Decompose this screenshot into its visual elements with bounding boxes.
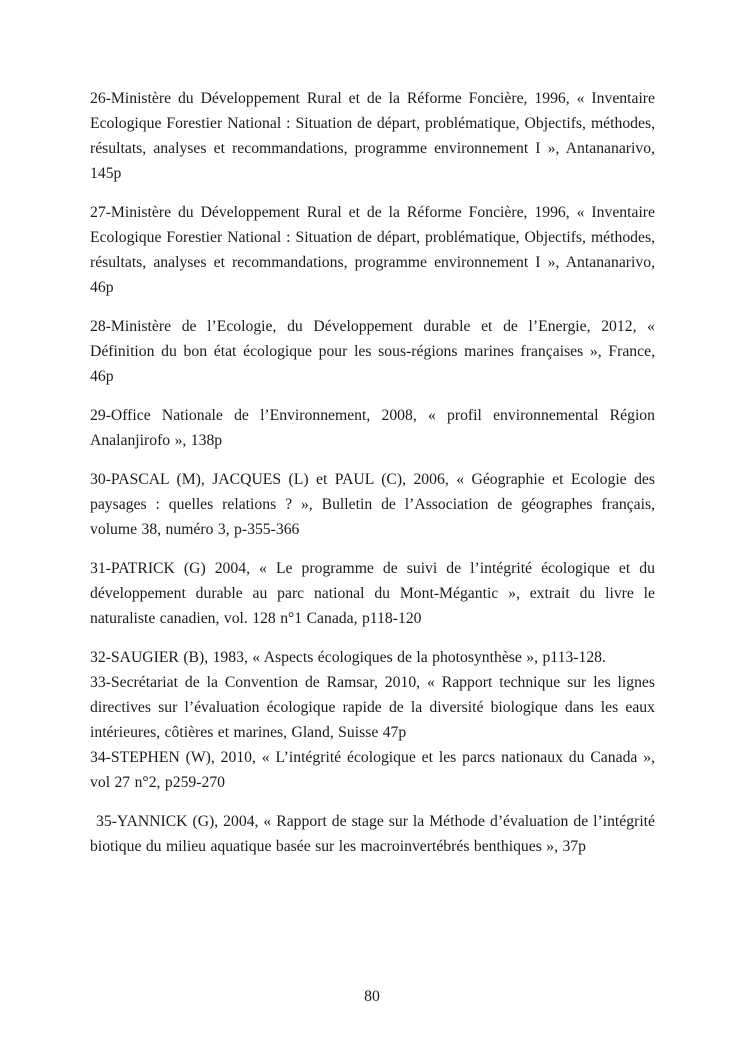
reference-item-35: 35-YANNICK (G), 2004, « Rapport de stage sur la Méthode d’évaluation de l’intégrité biotique du milieu aquatique basée sur les macroinvertébrés benthiques », 37p bbox=[90, 813, 655, 855]
reference-item-28: 28-Ministère de l’Ecologie, du Développement durable et de l’Energie, 2012, « Définition du bon état écologique pour les sous-régions marines françaises », France, 46p bbox=[90, 318, 655, 385]
reference-item-27: 27-Ministère du Développement Rural et de la Réforme Foncière, 1996, « Inventaire Ecologique Forestier National : Situation de départ, problématique, Objectifs, méthodes, résultats, analyses et recommandations, programme environnement I », Antananarivo, 46p bbox=[90, 204, 655, 296]
references-list bbox=[90, 86, 655, 859]
reference-item-34: 34-STEPHEN (W), 2010, « L’intégrité écologique et les parcs nationaux du Canada », vol 27 n°2, p259-270 bbox=[90, 749, 655, 791]
reference-item-29: 29-Office Nationale de l’Environnement, 2008, « profil environnemental Région Analanjirofo », 138p bbox=[90, 407, 655, 449]
reference-item-31: 31-PATRICK (G) 2004, « Le programme de suivi de l’intégrité écologique et du développement durable au parc national du Mont-Mégantic », extrait du livre le naturaliste canadien, vol. 128 n°1 Canada, p118-120 bbox=[90, 560, 655, 627]
reference-item-32: 32-SAUGIER (B), 1983, « Aspects écologiques de la photosynthèse », p113-128. bbox=[90, 649, 606, 666]
reference-item-30: 30-PASCAL (M), JACQUES (L) et PAUL (C), 2006, « Géographie et Ecologie des paysages : quelles relations ? », Bulletin de l’Association de géographes français, volume 38, numéro 3, p-355-366 bbox=[90, 471, 655, 538]
reference-item-33: 33-Secrétariat de la Convention de Ramsar, 2010, « Rapport technique sur les lignes directives sur l’évaluation écologique rapide de la diversité biologique dans les eaux intérieures, côtières et marines, Gland, Suisse 47p bbox=[90, 674, 655, 741]
page-number: 80 bbox=[364, 988, 380, 1005]
reference-item-26: 26-Ministère du Développement Rural et de la Réforme Foncière, 1996, « Inventaire Ecologique Forestier National : Situation de départ, problématique, Objectifs, méthodes, résultats, analyses et recommandations, programme environnement I », Antananarivo, 145p bbox=[90, 90, 655, 182]
